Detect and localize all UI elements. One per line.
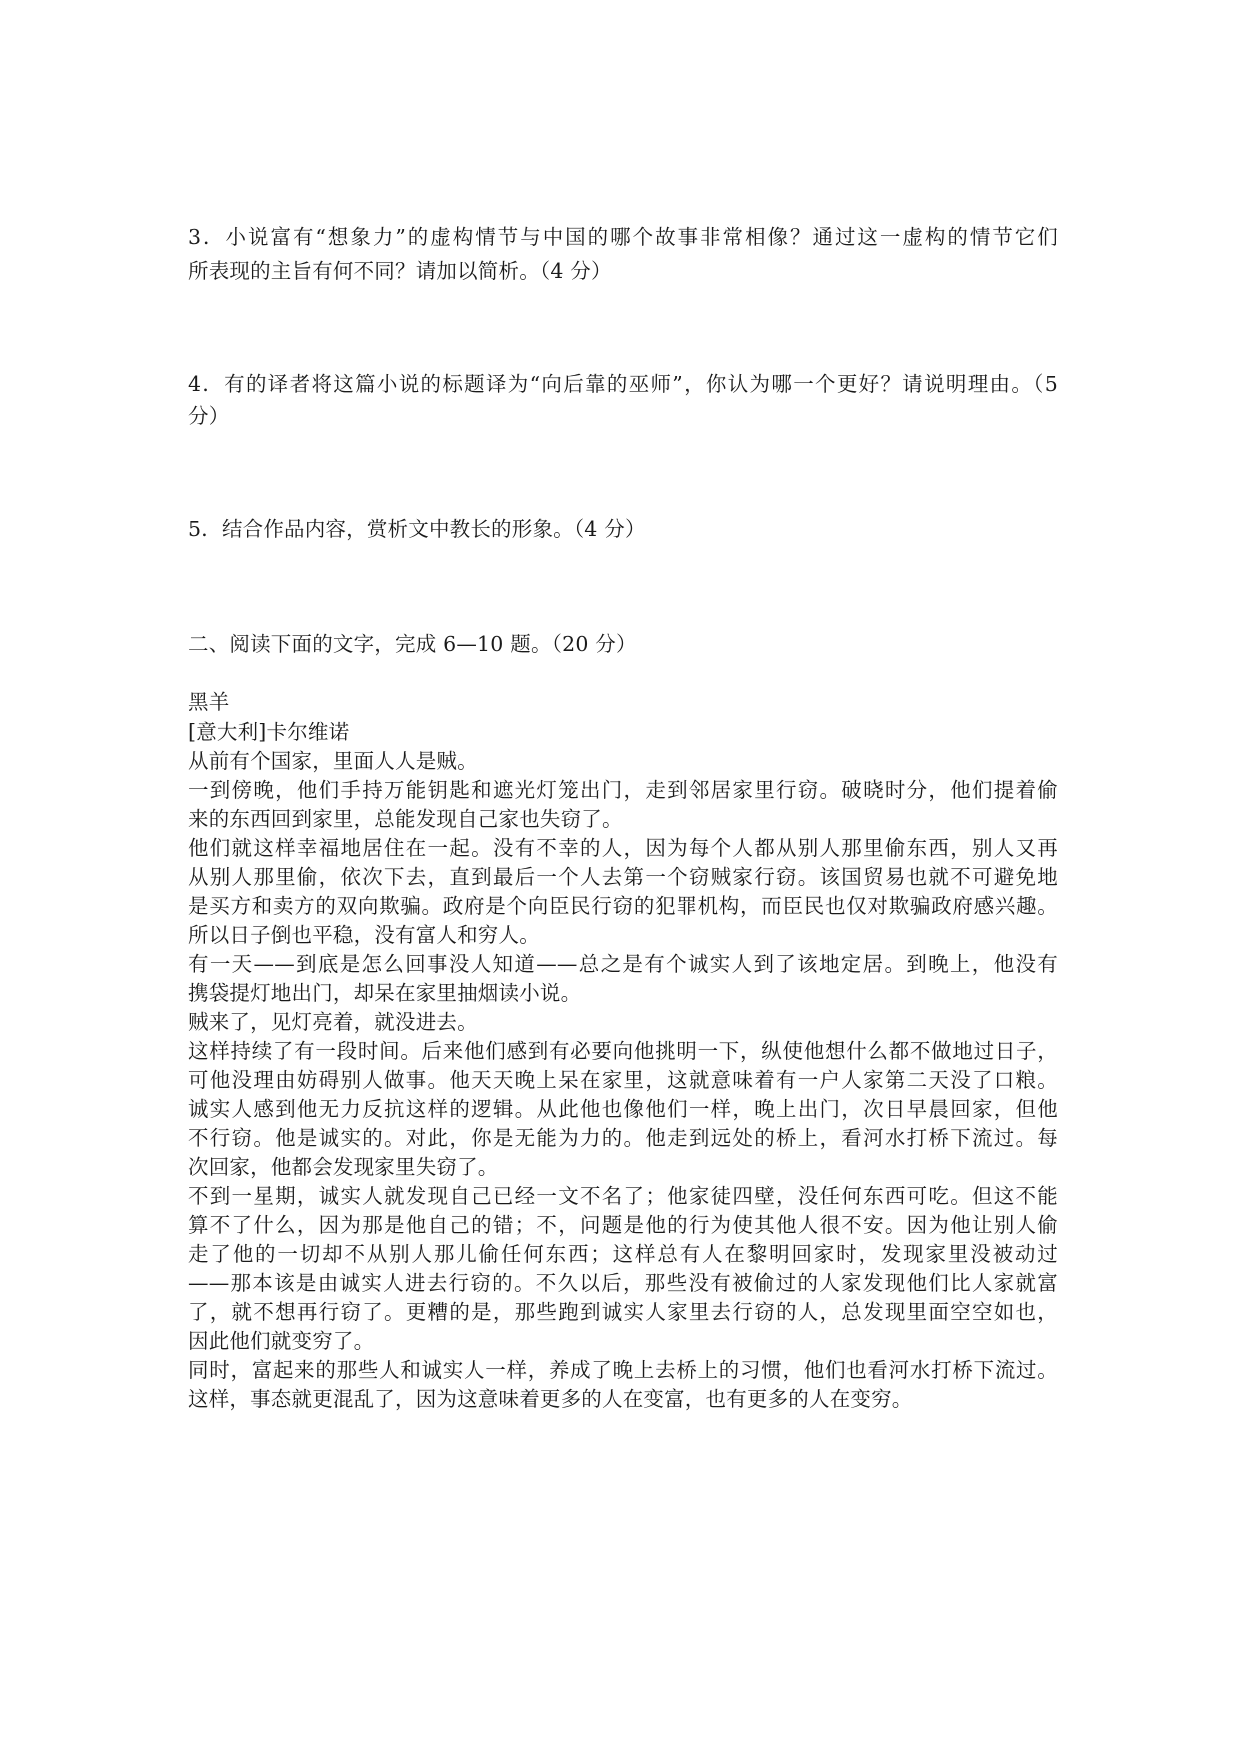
story-line: 不到一星期，诚实人就发现自己已经一文不名了；他家徒四壁，没任何东西可吃。但这不能 bbox=[188, 1184, 1058, 1208]
story-line: 是买方和卖方的双向欺骗。政府是个向臣民行窃的犯罪机构，而臣民也仅对欺骗政府感兴趣。 bbox=[188, 894, 1058, 918]
question-3-line-1: 3．小说富有“想象力”的虚构情节与中国的哪个故事非常相像？通过这一虚构的情节它们 bbox=[188, 225, 1058, 249]
story-line: 可他没理由妨碍别人做事。他天天晚上呆在家里，这就意味着有一户人家第二天没了口粮。 bbox=[188, 1068, 1058, 1092]
story-line: 所以日子倒也平稳，没有富人和穷人。 bbox=[188, 923, 540, 947]
story-line: 了，就不想再行窃了。更糟的是，那些跑到诚实人家里去行窃的人，总发现里面空空如也， bbox=[188, 1300, 1058, 1324]
question-5: 5．结合作品内容，赏析文中教长的形象。（4 分） bbox=[188, 517, 646, 541]
question-3-line-2: 所表现的主旨有何不同？请加以简析。（4 分） bbox=[188, 259, 612, 283]
story-line: 因此他们就变穷了。 bbox=[188, 1329, 375, 1353]
story-line: ——那本该是由诚实人进去行窃的。不久以后，那些没有被偷过的人家发现他们比人家就富 bbox=[188, 1271, 1058, 1295]
story-line: 诚实人感到他无力反抗这样的逻辑。从此他也像他们一样，晚上出门，次日早晨回家，但他 bbox=[188, 1097, 1058, 1121]
story-line: 同时，富起来的那些人和诚实人一样，养成了晚上去桥上的习惯，他们也看河水打桥下流过。 bbox=[188, 1358, 1058, 1382]
story-line: 走了他的一切却不从别人那儿偷任何东西；这样总有人在黎明回家时，发现家里没被动过 bbox=[188, 1242, 1058, 1266]
story-line: 次回家，他都会发现家里失窃了。 bbox=[188, 1155, 499, 1179]
story-line: 携袋提灯地出门，却呆在家里抽烟读小说。 bbox=[188, 981, 582, 1005]
story-line: 他们就这样幸福地居住在一起。没有不幸的人，因为每个人都从别人那里偷东西，别人又再 bbox=[188, 836, 1058, 860]
story-line: 这样，事态就更混乱了，因为这意味着更多的人在变富，也有更多的人在变穷。 bbox=[188, 1387, 913, 1411]
document-page bbox=[188, 0, 1066, 1754]
story-line: 不行窃。他是诚实的。对此，你是无能为力的。他走到远处的桥上，看河水打桥下流过。每 bbox=[188, 1126, 1058, 1150]
story-line: 从前有个国家，里面人人是贼。 bbox=[188, 749, 478, 773]
story-line: 从别人那里偷，依次下去，直到最后一个人去第一个窃贼家行窃。该国贸易也就不可避免地 bbox=[188, 865, 1058, 889]
section-heading: 二、阅读下面的文字，完成 6—10 题。（20 分） bbox=[188, 632, 637, 656]
story-line: 一到傍晚，他们手持万能钥匙和遮光灯笼出门，走到邻居家里行窃。破晓时分，他们提着偷 bbox=[188, 778, 1058, 802]
story-line: 来的东西回到家里，总能发现自己家也失窃了。 bbox=[188, 807, 623, 831]
story-line: 算不了什么，因为那是他自己的错；不，问题是他的行为使其他人很不安。因为他让别人偷 bbox=[188, 1213, 1058, 1237]
story-line: 贼来了，见灯亮着，就没进去。 bbox=[188, 1010, 478, 1034]
story-author: [意大利]卡尔维诺 bbox=[188, 720, 350, 744]
story-line: 有一天——到底是怎么回事没人知道——总之是有个诚实人到了该地定居。到晚上，他没有 bbox=[188, 952, 1058, 976]
story-title: 黑羊 bbox=[188, 690, 230, 714]
story-line: 这样持续了有一段时间。后来他们感到有必要向他挑明一下，纵使他想什么都不做地过日子， bbox=[188, 1039, 1058, 1063]
question-4-line-2: 分） bbox=[188, 404, 230, 428]
question-4-line-1: 4．有的译者将这篇小说的标题译为“向后靠的巫师”，你认为哪一个更好？请说明理由。（5 bbox=[188, 372, 1058, 396]
